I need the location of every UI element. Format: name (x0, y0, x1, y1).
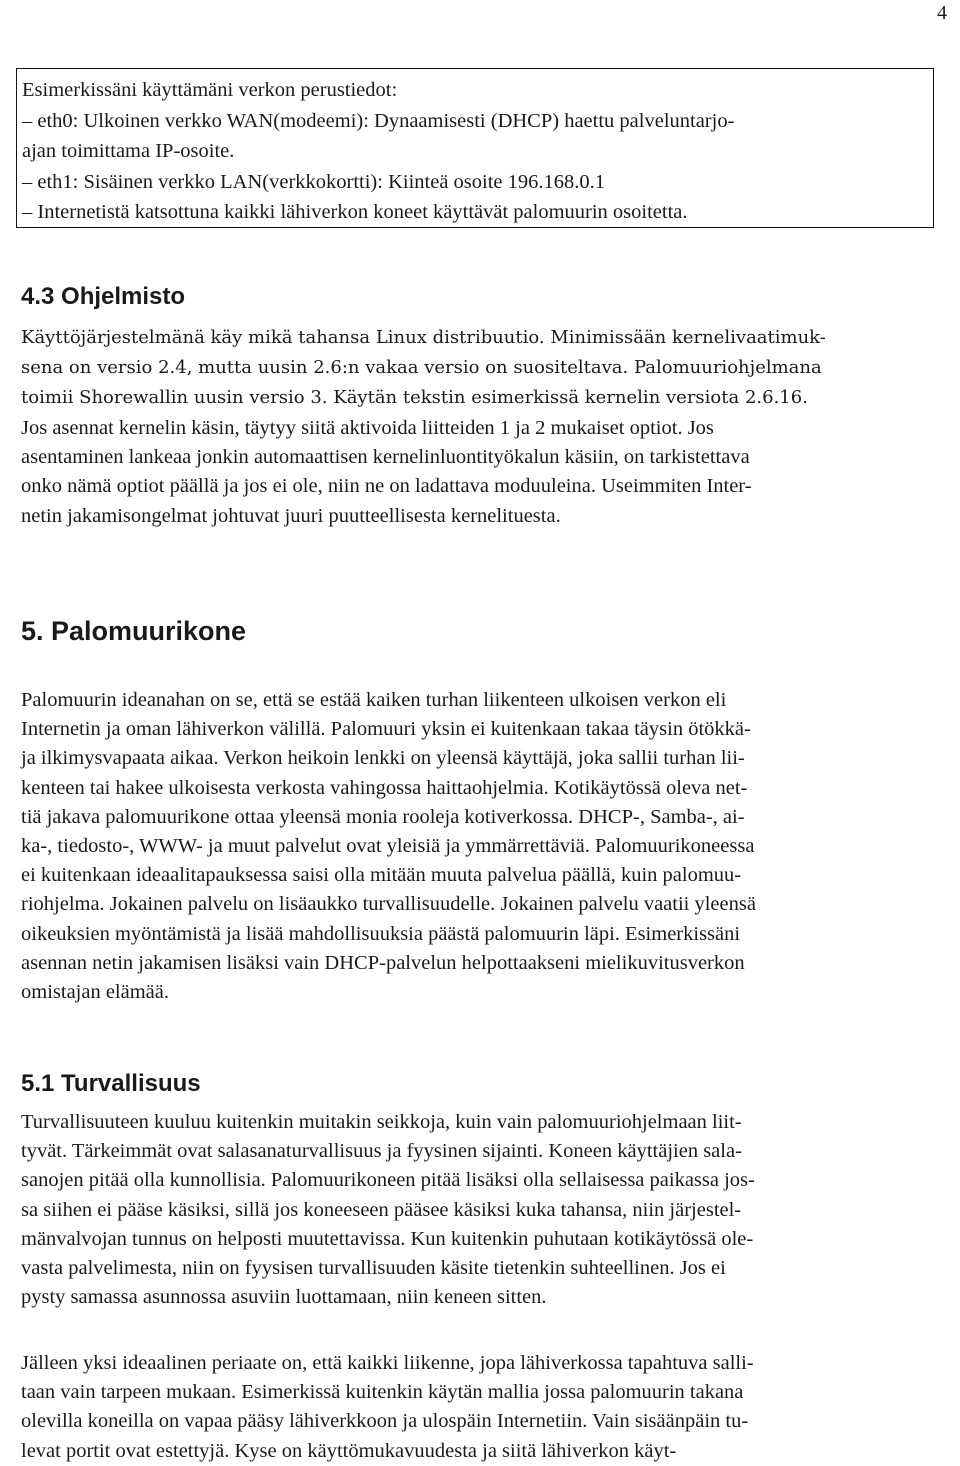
text-line: Käyttöjärjestelmänä käy mikä tahansa Linux distribuutio. Minimissään kernelivaatimuk- (21, 327, 826, 348)
text-line: kenteen tai hakee ulkoisesta verkosta vahingossa haittaohjelmia. Kotikäytössä oleva net- (21, 776, 748, 799)
text-line: oikeuksien myöntämistä ja lisää mahdollisuuksia päästä palomuurin läpi. Esimerkissäni (21, 922, 741, 945)
text-line: ja ilkimysvapaata aikaa. Verkon heikoin lenkki on yleensä käyttäjä, joka sallii turhan lii- (21, 747, 745, 770)
section-5-1-paragraph-1 (21, 1108, 946, 1312)
section-5-paragraph (21, 686, 946, 1007)
text-line: asennan netin jakamisen lisäksi vain DHCP-palvelun helpottaakseni mielikuvitusverkon (21, 951, 745, 974)
section-heading-5-1: 5.1 Turvallisuus (21, 1070, 201, 1097)
text-line: onko nämä optiot päällä ja jos ei ole, niin ne on ladattava moduuleina. Useimmiten Inter- (21, 475, 752, 498)
section-4-3-paragraph-cont (21, 414, 946, 531)
text-line: levat portit ovat estettyjä. Kyse on käyttömukavuudesta ja siitä lähiverkon käyt- (21, 1439, 677, 1462)
box-line: Esimerkissäni käyttämäni verkon perustiedot: (22, 79, 398, 101)
text-line: tiä jakava palomuurikone ottaa yleensä monia rooleja kotiverkossa. DHCP-, Samba-, ai- (21, 805, 745, 828)
section-heading-5: 5. Palomuurikone (21, 616, 247, 646)
text-line: Turvallisuuteen kuuluu kuitenkin muitakin seikkoja, kuin vain palomuuriohjelmaan liit- (21, 1111, 742, 1133)
text-line: netin jakamisongelmat johtuvat juuri puutteellisesta kernelituesta. (21, 504, 561, 527)
box-line: ajan toimittama IP-osoite. (22, 140, 235, 162)
text-line: asentaminen lankeaa jonkin automaattisen kernelinluontityökalun käsiin, on tarkistettava (21, 446, 750, 469)
network-info-box (16, 68, 934, 228)
box-line: – eth1: Sisäinen verkko LAN(verkkokortti): Kiinteä osoite 196.168.0.1 (22, 170, 606, 193)
text-line: taan vain tarpeen mukaan. Esimerkissä kuitenkin käytän mallia jossa palomuurin takana (21, 1381, 744, 1404)
text-line: Palomuurin ideanahan on se, että se estää kaiken turhan liikenteen ulkoisen verkon eli (21, 689, 727, 711)
box-line: – Internetistä katsottuna kaikki lähiverkon koneet käyttävät palomuurin osoitetta. (22, 201, 688, 223)
text-line: sena on versio 2.4, mutta uusin 2.6:n vakaa versio on suositeltava. Palomuuriohjelmana (21, 357, 822, 378)
text-line: tyvät. Tärkeimmät ovat salasanaturvallisuus ja fyysinen sijainti. Koneen käyttäjien sala- (21, 1140, 742, 1163)
box-line: – eth0: Ulkoinen verkko WAN(modeemi): Dynaamisesti (DHCP) haettu palveluntarjo- (22, 109, 735, 132)
text-line: mänvalvojan tunnus on helposti muutettavissa. Kun kuitenkin puhutaan kotikäytössä ole- (21, 1227, 754, 1250)
text-line: sa siihen ei pääse käsiksi, sillä jos koneeseen pääsee käsiksi kuka tahansa, niin järjestel- (21, 1198, 742, 1221)
text-line: pysty samassa asunnossa asuviin luottamaan, niin keneen sitten. (21, 1286, 547, 1309)
section-4-3-paragraph (21, 323, 946, 413)
text-line: toimii Shorewallin uusin versio 3. Käytän tekstin esimerkissä kernelin versiota 2.6.16. (21, 387, 808, 408)
text-line: Jälleen yksi ideaalinen periaate on, että kaikki liikenne, jopa lähiverkossa tapahtuva salli- (21, 1352, 754, 1374)
text-line: vasta palvelimesta, niin on fyysisen turvallisuuden käsite tietenkin suhteellinen. Jos ei (21, 1257, 726, 1280)
text-line: Internetin ja oman lähiverkon välillä. Palomuuri yksin ei kuitenkaan takaa täysin ötökkä- (21, 718, 751, 741)
text-line: sanojen pitää olla kunnollisia. Palomuurikoneen pitää lisäksi olla sellaisessa paikassa jos- (21, 1169, 755, 1192)
section-heading-4-3: 4.3 Ohjelmisto (21, 283, 186, 310)
text-line: omistajan elämää. (21, 981, 169, 1004)
section-5-1-paragraph-2 (21, 1349, 946, 1466)
page-number: 4 (937, 2, 947, 24)
text-line: ei kuitenkaan ideaalitapauksessa saisi olla mitään muuta palvelua päällä, kuin palomuu- (21, 864, 742, 887)
text-line: ka-, tiedosto-, WWW- ja muut palvelut ovat yleisiä ja ymmärrettäviä. Palomuurikoneessa (21, 835, 755, 858)
text-line: Jos asennat kernelin käsin, täytyy siitä aktivoida liitteiden 1 ja 2 mukaiset optiot. Jos (21, 417, 714, 439)
text-line: riohjelma. Jokainen palvelu on lisäaukko turvallisuudelle. Jokainen palvelu vaatii yleensä (21, 893, 756, 916)
text-line: olevilla koneilla on vapaa pääsy lähiverkkoon ja ulospäin Internetiin. Vain sisäänpäin tu- (21, 1410, 749, 1433)
